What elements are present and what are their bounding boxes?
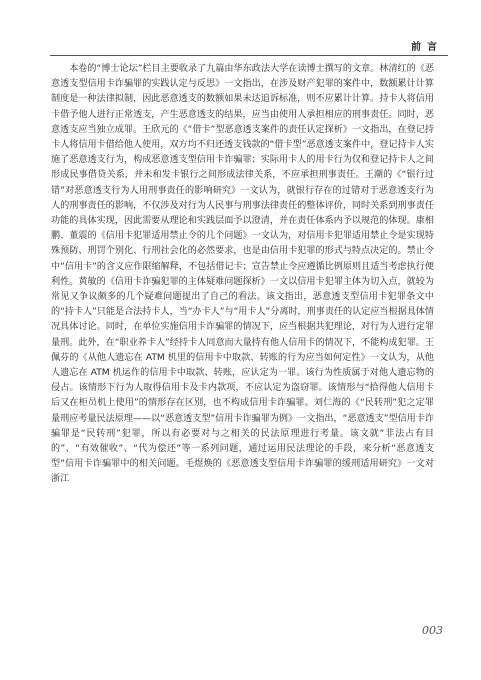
header-rule xyxy=(50,55,448,56)
body-text xyxy=(51,62,434,488)
page-number: 003 xyxy=(422,624,443,637)
body-paragraph: 本卷的“博士论坛”栏目主要收录了九篇由华东政法大学在读博士撰写的文章。林清红的《恶意透支型信用卡诈骗罪的实践认定与反思》一文指出，在涉及财产犯罪的案件中，数额累计计算制度是一种法律拟制，因此恶意透支的数额如果未达追诉标准，则不应累计计算。持卡人将信用卡借予他人进行正常透支，产生恶意透支的结果，应当由使用人承担相应的刑事责任。同时，恶意透支应当独立成罪。王欣元的《“借卡”型恶意透支案件的责任认定探析》一文指出，在登记持卡人将信用卡借给他人使用，双方均不归还透支钱款的“借卡型”恶意透支案件中，登记持卡人实施了恶意透支行为，构成恶意透支型信用卡诈骗罪；实际用卡人的用卡行为仅和登记持卡人之间形成民事借贷关系，并未和发卡银行之间形成法律关系，不应承担刑事责任。王潮的《“银行过错”对恶意透支行为人用刑事责任的影响研究》一文认为，就银行存在的过错对于恶意透支行为人的刑事责任的影响，不仅涉及对行为人民事与刑事法律责任的整体评价，同时关系到刑事责任功能的具体实现，因此需要从理论和实践层面予以澄清，并在责任体系内予以规范的体现。康相鹏、董震的《信用卡犯罪适用禁止令的几个问题》一文认为，对信用卡犯罪适用禁止令是实现特殊预防、刑罚个别化、行刑社会化的必然要求，也是由信用卡犯罪的形式与特点决定的。禁止令中“信用卡”的含义应作限缩解释，不包括借记卡；宣告禁止令应遵循比例原则且适当考虑执行便利性。黄敏的《信用卡诈骗犯罪的主体疑难问题探析》一文以信用卡犯罪主体为切入点，就较为常见又争议颇多的几个疑难问题提出了自己的看法。该文指出，恶意透支型信用卡犯罪条文中的“持卡人”只能是合法持卡人，当“办卡人”与“用卡人”分离时，刑事责任的认定应当根据具体情况具体讨论。同时，在单位实施信用卡诈骗罪的情况下，应当根据共犯理论，对行为人进行定罪量刑。此外，在“职业养卡人”经持卡人同意而大量持有他人信用卡的情况下，不能构成犯罪。王佩芬的《从他人遗忘在 ATM 机里的信用卡中取款、转账的行为应当如何定性》一文认为，从他人遗忘在 ATM 机运作的信用卡中取款、转账，应认定为一罪。该行为性质属于对他人遗忘物的侵占。该情形下行为人取得信用卡及卡内款项，不应认定为盗窃罪。该情形与“拾得他人信用卡后又在柜员机上使用”的情形存在区别，也不构成信用卡诈骗罪。刘仁海的《“民转刑”犯之定罪量刑应考量民法原理——以“恶意透支型”信用卡诈骗罪为例》一文指出，“恶意透支”型信用卡诈骗罪是“民转刑”犯罪，所以有必要对与之相关的民法原理进行考量。该文就“非法占有目的”、“有效催收”、“代为偿还”等一系列问题，通过运用民法理论的手段，来分析“恶意透支型”信用卡诈骗罪中的相关问题。毛煜焕的《恶意透支型信用卡诈骗罪的缓刑适用研究》一文对浙江 xyxy=(51,64,434,485)
running-head: 前言 xyxy=(411,42,443,53)
